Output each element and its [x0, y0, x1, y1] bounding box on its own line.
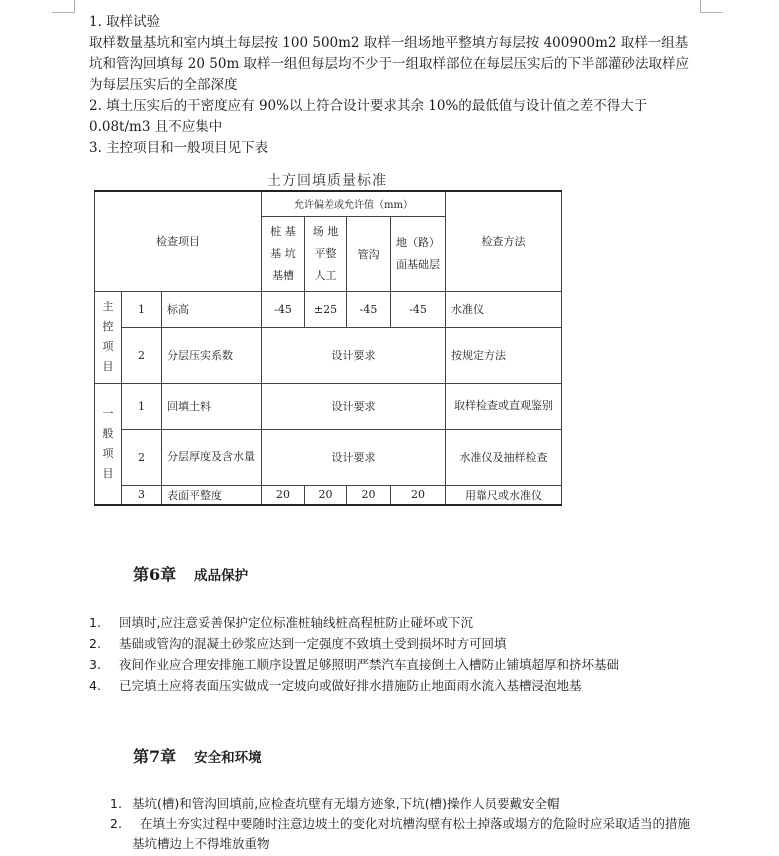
row-item: 表面平整度: [162, 485, 262, 505]
row-value: -45: [391, 291, 446, 327]
intro-section: [89, 12, 701, 159]
quality-standard-table: [94, 190, 562, 506]
header-tolerance: 允许偏差或允许值（mm）: [262, 191, 446, 216]
list-item: 3. 夜间作业应合理安排施工顺序设置足够照明严禁汽车直接倒土入槽防止铺填超厚和挤坏基础: [89, 657, 620, 672]
list-item: 1. 回填时,应注意妥善保护定位标准桩轴线桩高程桩防止碰坏或下沉: [89, 615, 473, 630]
chapter-6-heading: [133, 562, 248, 585]
row-value: -45: [262, 291, 305, 327]
category-general: 一 般 项 目: [95, 383, 122, 505]
chapter-7-title: 安全和环境: [194, 750, 262, 766]
table-row: [95, 291, 562, 327]
row-value: ±25: [305, 291, 347, 327]
row-requirement: 设计要求: [262, 383, 446, 429]
table-row: [95, 485, 562, 505]
row-value: 20: [347, 485, 391, 505]
list-item: 2. 在填土夯实过程中要随时注意边坡土的变化对坑槽沟壁有松土掉落或塌方的危险时应采取适当的措施基坑槽边上不得堆放重物: [110, 816, 691, 851]
row-number: 3: [122, 485, 162, 505]
header-pile-foundation: 桩 基 基 坑 基槽: [262, 216, 305, 291]
chapter-7-heading: [133, 744, 262, 767]
row-requirement: 设计要求: [262, 429, 446, 485]
table-row: [95, 383, 562, 429]
table-title: 土方回填质量标准: [267, 173, 387, 189]
row-method: 水准仪及抽样检查: [446, 429, 562, 485]
page-corner-mark-right: [700, 0, 723, 13]
row-value: 20: [391, 485, 446, 505]
row-number: 2: [122, 429, 162, 485]
header-pipe-trench: 管沟: [347, 216, 391, 291]
list-item: 1. 基坑(槽)和管沟回填前,应检查坑壁有无塌方迹象,下坑(槽)操作人员要戴安全帽: [110, 796, 560, 811]
row-number: 1: [122, 291, 162, 327]
row-item: 回填土料: [162, 383, 262, 429]
list-item: 4. 已完填土应将表面压实做成一定坡向或做好排水措施防止地面雨水流入基槽浸泡地基: [89, 678, 582, 693]
header-check-item: 检查项目: [95, 191, 262, 291]
table-row: [95, 429, 562, 485]
row-requirement: 设计要求: [262, 327, 446, 383]
chapter-6-list: [89, 612, 729, 696]
row-item: 分层厚度及含水量: [162, 429, 262, 485]
intro-sampling-paragraph: 取样数量基坑和室内填土每层按 100 500m2 取样一组场地平整填方每层按 400900m2 取样一组基坑和管沟回填每 20 50m 取样一组但每层均不少于一组取样部位在每层压实后的下半部灌砂法取样应为每层压实后的全部深度: [89, 35, 690, 93]
chapter-6-title: 成品保护: [194, 568, 249, 584]
row-value: -45: [347, 291, 391, 327]
row-method: 取样检查或直观鉴别: [446, 383, 562, 429]
page-corner-mark-left: [52, 0, 75, 13]
chapter-7-label: 第7章: [133, 747, 177, 766]
row-value: 20: [305, 485, 347, 505]
header-check-method: 检查方法: [446, 191, 562, 291]
list-item: 2. 基础或管沟的混凝土砂浆应达到一定强度不致填土受到损坏时方可回填: [89, 636, 507, 651]
chapter-6-label: 第6章: [133, 565, 177, 584]
row-method: 用靠尺或水准仪: [446, 485, 562, 505]
row-value: 20: [262, 485, 305, 505]
category-main: 主 控 项 目: [95, 291, 122, 383]
header-site-leveling: 场 地 平整 人工: [305, 216, 347, 291]
row-number: 1: [122, 383, 162, 429]
row-method: 水准仪: [446, 291, 562, 327]
chapter-7-list: [110, 794, 695, 854]
row-method: 按规定方法: [446, 327, 562, 383]
row-item: 标高: [162, 291, 262, 327]
intro-density-paragraph: 2. 填土压实后的干密度应有 90%以上符合设计要求其余 10%的最低值与设计值之差不得大于 0.08t/m3 且不应集中: [89, 98, 648, 135]
table-row: [95, 327, 562, 383]
intro-heading: 1. 取样试验: [89, 14, 161, 30]
header-road-base: 地（路） 面基础层: [391, 216, 446, 291]
row-item: 分层压实系数: [162, 327, 262, 383]
row-number: 2: [122, 327, 162, 383]
intro-table-reference: 3. 主控项目和一般项目见下表: [89, 140, 269, 156]
